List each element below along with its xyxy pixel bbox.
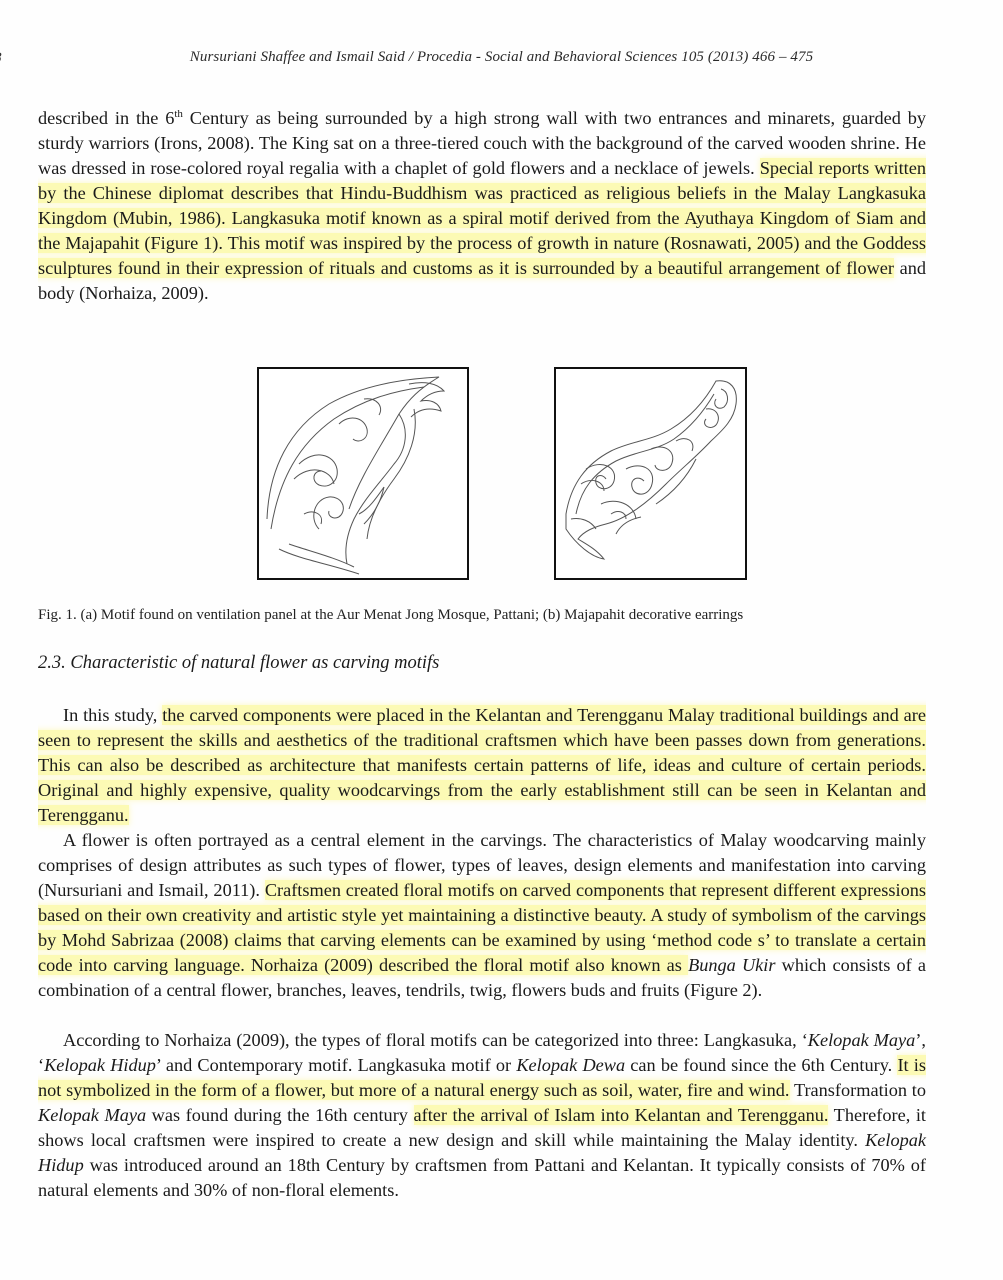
section-heading: 2.3. Characteristic of natural flower as carving motifs (38, 653, 440, 673)
highlighted-text: It is not symbolized in the form of a flower, but more of a natural energy such as soil, water, fire and wind. (38, 1055, 926, 1100)
body-paragraph-1: In this study, the carved components were placed in the Kelantan and Terengganu Malay traditional buildings and are seen to represent the skills and aesthetics of the traditional craftsmen which have been passes down from generations. This can also be described as architecture that manifests certain patterns of life, ideas and culture of certain periods. Original and highly expensive, quality woodcarvings from the early establishment still can be seen in Kelantan and Terengganu. (38, 705, 926, 825)
highlighted-text: Special reports written by the Chinese diplomat describes that Hindu-Buddhism was practiced as religious beliefs in the Malay Langkasuka Kingdom (Mubin, 1986). Langkasuka motif known as a spiral motif derived from the Ayuthaya Kingdom of Siam and the Majapahit (Figure 1). This motif was inspired by the process of growth in nature (Rosnawati, 2005) and the Goddess sculptures found in their expression of rituals and customs as it is surrounded by a beautiful arrangement of flower (38, 158, 927, 279)
figure-caption: Fig. 1. (a) Motif found on ventilation panel at the Aur Menat Jong Mosque, Pattani; (b) Majapahit decorative earrings (38, 607, 744, 623)
body-paragraph-2: A flower is often portrayed as a central element in the carvings. The characteristics of Malay woodcarving mainly comprises of design attributes as such types of flower, types of leaves, design elements and manifestation into carving (Nursuriani and Ismail, 2011). Craftsmen created floral motifs on carved components that represent different expressions based on their own creativity and artistic style yet maintaining a distinctive beauty. A study of symbolism of the carvings by Mohd Sabrizaa (2008) claims that carving elements can be examined by using ‘method code s’ to translate a certain code into carving language. Norhaiza (2009) described the floral motif also known as Bunga Ukir which consists of a combination of a central flower, branches, leaves, tendrils, twig, flowers buds and fruits (Figure 2). (38, 830, 927, 1000)
highlighted-text: after the arrival of Islam into Kelantan and Terengganu. (413, 1105, 829, 1125)
figure-1b-majapahit-earrings (554, 367, 747, 580)
body-paragraph-3: According to Norhaiza (2009), the types of floral motifs can be categorized into three: Langkasuka, ‘Kelopak Maya’, ‘Kelopak Hidup’ and Contemporary motif. Langkasuka motif or Kelopak Dewa can be found since the 6th Century. It is not symbolized in the form of a flower, but more of a natural energy such as soil, water, fire and wind. Transformation to Kelopak Maya was found during the 16th century after the arrival of Islam into Kelantan and Terengganu. Therefore, it shows local craftsmen were inspired to create a new design and skill while maintaining the Malay identity. Kelopak Hidup was introduced around an 18th Century by craftsmen from Pattani and Kelantan. It typically consists of 70% of natural elements and 30% of non-floral elements. (38, 1030, 926, 1200)
highlighted-text: the carved components were placed in the Kelantan and Terengganu Malay traditional buildings and are seen to represent the skills and aesthetics of the traditional craftsmen which have been passes down from generations. This can also be described as architecture that manifests certain patterns of life, ideas and culture of certain periods. Original and highly expensive, quality woodcarvings from the early establishment still can be seen in Kelantan and Terengganu. (38, 705, 926, 825)
intro-paragraph: described in the 6th Century as being surrounded by a high strong wall with two entrances and minarets, guarded by sturdy warriors (Irons, 2008). The King sat on a three-tiered couch with the background of the carved wooden shrine. He was dressed in rose-colored royal regalia with a chaplet of gold flowers and a necklace of jewels. Special reports written by the Chinese diplomat describes that Hindu-Buddhism was practiced as religious beliefs in the Malay Langkasuka Kingdom (Mubin, 1986). Langkasuka motif known as a spiral motif derived from the Ayuthaya Kingdom of Siam and the Majapahit (Figure 1). This motif was inspired by the process of growth in nature (Rosnawati, 2005) and the Goddess sculptures found in their expression of rituals and customs as it is surrounded by a beautiful arrangement of flower and body (Norhaiza, 2009). (38, 108, 927, 304)
running-header: Nursuriani Shaffee and Ismail Said / Procedia - Social and Behavioral Sciences 105 (2013) 466 – 475 (189, 49, 814, 65)
highlighted-text: Craftsmen created floral motifs on carved components that represent different expressions based on their own creativity and artistic style yet maintaining a distinctive beauty. A study of symbolism of the carvings by Mohd Sabrizaa (2008) claims that carving elements can be examined by using ‘method code s’ to translate a certain code into carving language. Norhaiza (2009) described the floral motif also known as (38, 880, 926, 975)
figure-1a-ventilation-panel-motif (257, 367, 469, 580)
